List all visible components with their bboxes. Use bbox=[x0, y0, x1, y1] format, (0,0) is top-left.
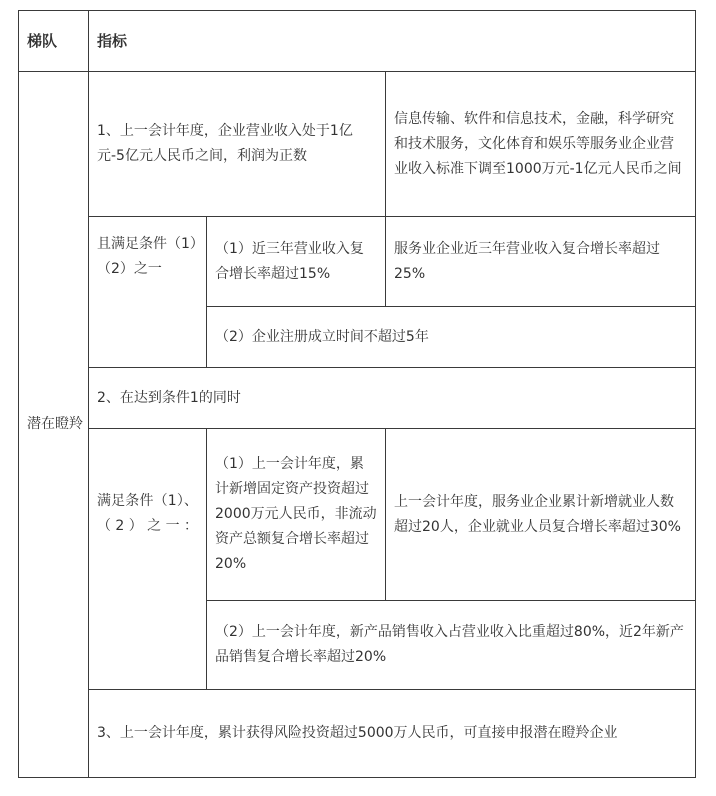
header-row bbox=[19, 11, 696, 72]
registration-condition: （2）企业注册成立时间不超过5年 bbox=[207, 307, 696, 368]
new-product-condition: （2）上一会计年度，新产品销售收入占营业收入比重超过80%，近2年新产品销售复合增长率超过20% bbox=[207, 601, 696, 690]
service-note: 信息传输、软件和信息技术，金融，科学研究和技术服务，文化体育和娱乐等服务业企业营业收入标准下调至1000万元-1亿元人民币之间 bbox=[386, 72, 696, 217]
criteria-table bbox=[18, 10, 696, 778]
table-row bbox=[19, 368, 696, 429]
growth-condition: （1）近三年营业收入复合增长率超过15% bbox=[207, 217, 386, 307]
header-tier: 梯队 bbox=[19, 11, 89, 72]
service-growth-condition: 服务业企业近三年营业收入复合增长率超过25% bbox=[386, 217, 696, 307]
table-row bbox=[19, 429, 696, 601]
investment-condition: （1）上一会计年度，累计新增固定资产投资超过2000万元人民币，非流动资产总额复合增长率超过20% bbox=[207, 429, 386, 601]
table-row bbox=[19, 217, 696, 307]
condition-3: 3、上一会计年度，累计获得风险投资超过5000万人民币，可直接申报潜在瞪羚企业 bbox=[89, 690, 696, 778]
condition-1: 1、上一会计年度，企业营业收入处于1亿元-5亿元人民币之间，利润为正数 bbox=[89, 72, 386, 217]
tier-cell: 潜在瞪羚 bbox=[19, 72, 89, 778]
table-row bbox=[19, 72, 696, 217]
either-condition-label: 且满足条件（1）（2）之一 bbox=[89, 217, 207, 368]
header-indicator: 指标 bbox=[89, 11, 696, 72]
condition-2: 2、在达到条件1的同时 bbox=[89, 368, 696, 429]
either-condition-label-text: 满足条件（1）、（2）之一： bbox=[97, 493, 198, 534]
table-row bbox=[19, 690, 696, 778]
either-condition-label-2 bbox=[89, 429, 207, 690]
employment-condition: 上一会计年度，服务业企业累计新增就业人数超过20人，企业就业人员复合增长率超过30% bbox=[386, 429, 696, 601]
